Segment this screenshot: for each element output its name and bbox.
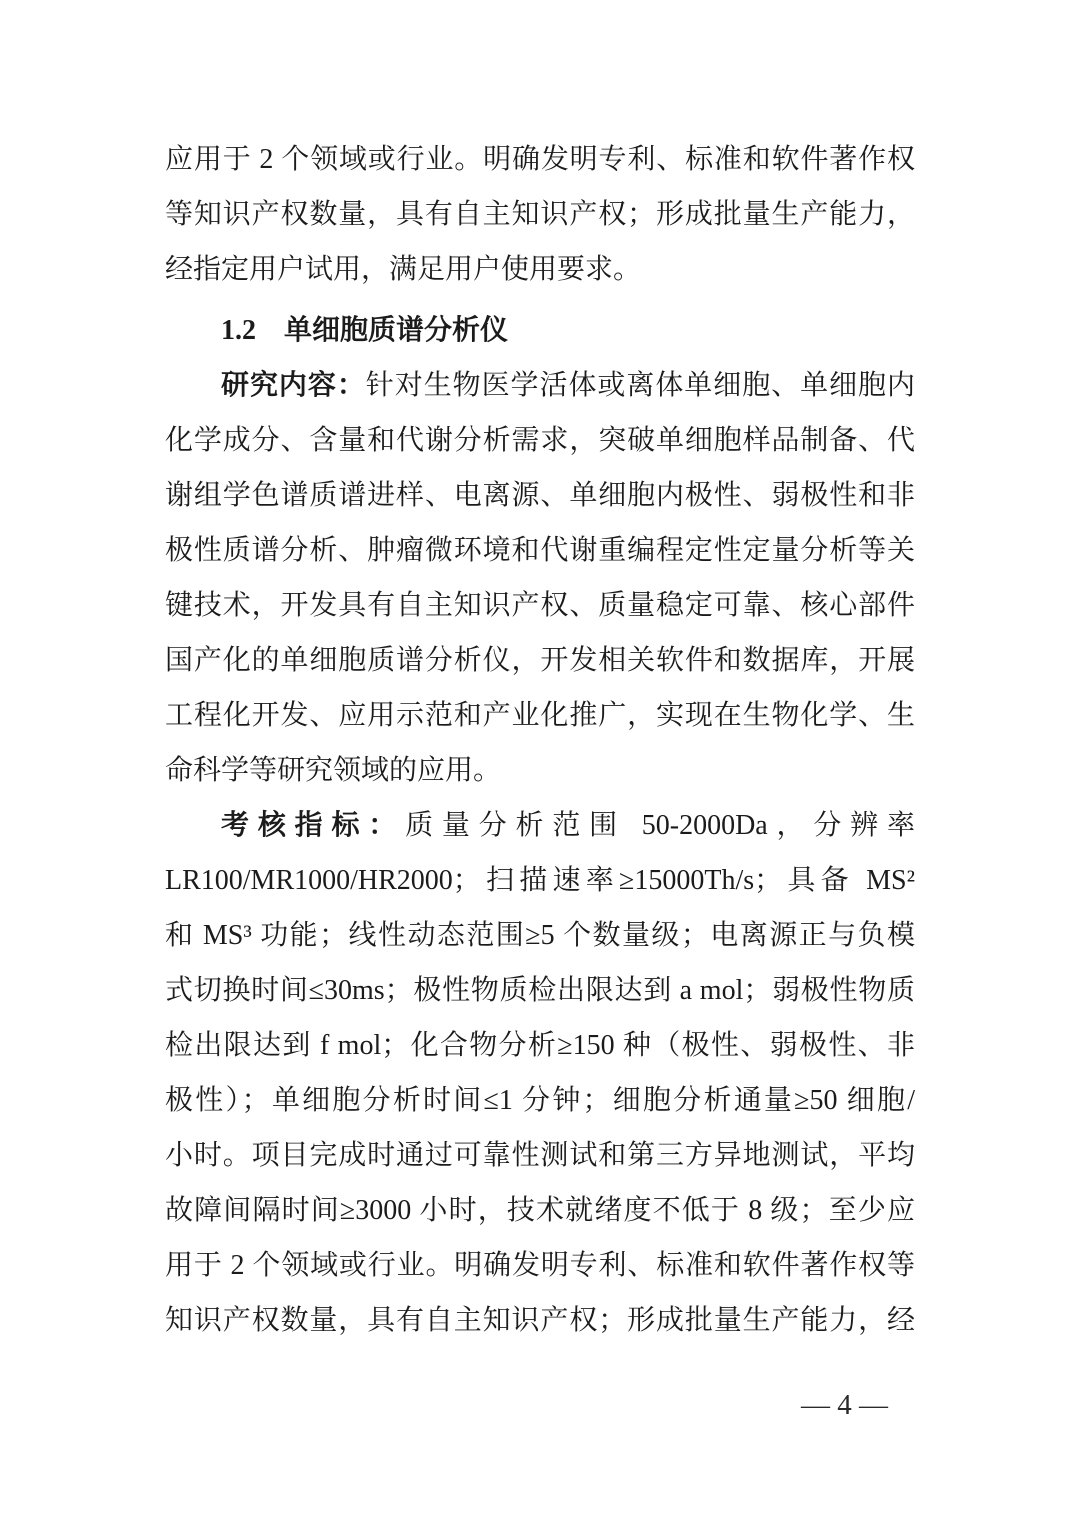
text-line: 知识产权数量，具有自主知识产权；形成批量生产能力，经 xyxy=(165,1305,915,1336)
text-line: 极性）；单细胞分析时间≤1 分钟；细胞分析通量≥50 细胞/ xyxy=(165,1085,915,1116)
text-line: 化学成分、含量和代谢分析需求，突破单细胞样品制备、代 xyxy=(165,425,915,456)
section-heading xyxy=(165,303,915,358)
text-line: 键技术，开发具有自主知识产权、质量稳定可靠、核心部件 xyxy=(165,590,915,621)
text-line: 检出限达到 f mol；化合物分析≥150 种（极性、弱极性、非 xyxy=(165,1030,915,1061)
text-line: 故障间隔时间≥3000 小时，技术就绪度不低于 8 级；至少应 xyxy=(165,1195,915,1226)
paragraph-label: 研究内容： xyxy=(221,370,366,401)
text-line: 应用于 2 个领域或行业。明确发明专利、标准和软件著作权 xyxy=(165,144,915,175)
paragraph-text: 针对生物医学活体或离体单细胞、单细胞内 xyxy=(365,370,915,401)
text-line: 等知识产权数量，具有自主知识产权；形成批量生产能力， xyxy=(165,199,915,230)
text-line: LR100/MR1000/HR2000；扫描速率≥15000Th/s；具备 MS² xyxy=(165,865,915,896)
text-line: 经指定用户试用，满足用户使用要求。 xyxy=(165,254,642,285)
text-line: 式切换时间≤30ms；极性物质检出限达到 a mol；弱极性物质 xyxy=(165,975,915,1006)
paragraph-text: 质量分析范围 50-2000Da，分辨率 xyxy=(405,810,915,841)
text-line: 命科学等研究领域的应用。 xyxy=(165,755,502,786)
section-title: 单细胞质谱分析仪 xyxy=(284,315,509,346)
text-line xyxy=(165,358,915,413)
text-line: 谢组学色谱质谱进样、电离源、单细胞内极性、弱极性和非 xyxy=(165,480,915,511)
section-number: 1.2 xyxy=(221,315,256,346)
text-line: 工程化开发、应用示范和产业化推广，实现在生物化学、生 xyxy=(165,700,915,731)
text-line: 极性质谱分析、肿瘤微环境和代谢重编程定性定量分析等关 xyxy=(165,535,915,566)
text-line: 和 MS³ 功能；线性动态范围≥5 个数量级；电离源正与负模 xyxy=(165,920,915,951)
paragraph-label: 考核指标： xyxy=(221,810,406,841)
text-line xyxy=(165,798,915,853)
text-line: 国产化的单细胞质谱分析仪，开发相关软件和数据库，开展 xyxy=(165,645,915,676)
page-number: — 4 — xyxy=(801,1389,888,1421)
text-line: 用于 2 个领域或行业。明确发明专利、标准和软件著作权等 xyxy=(165,1250,915,1281)
document-body xyxy=(165,132,915,1348)
text-line: 小时。项目完成时通过可靠性测试和第三方异地测试，平均 xyxy=(165,1140,915,1171)
